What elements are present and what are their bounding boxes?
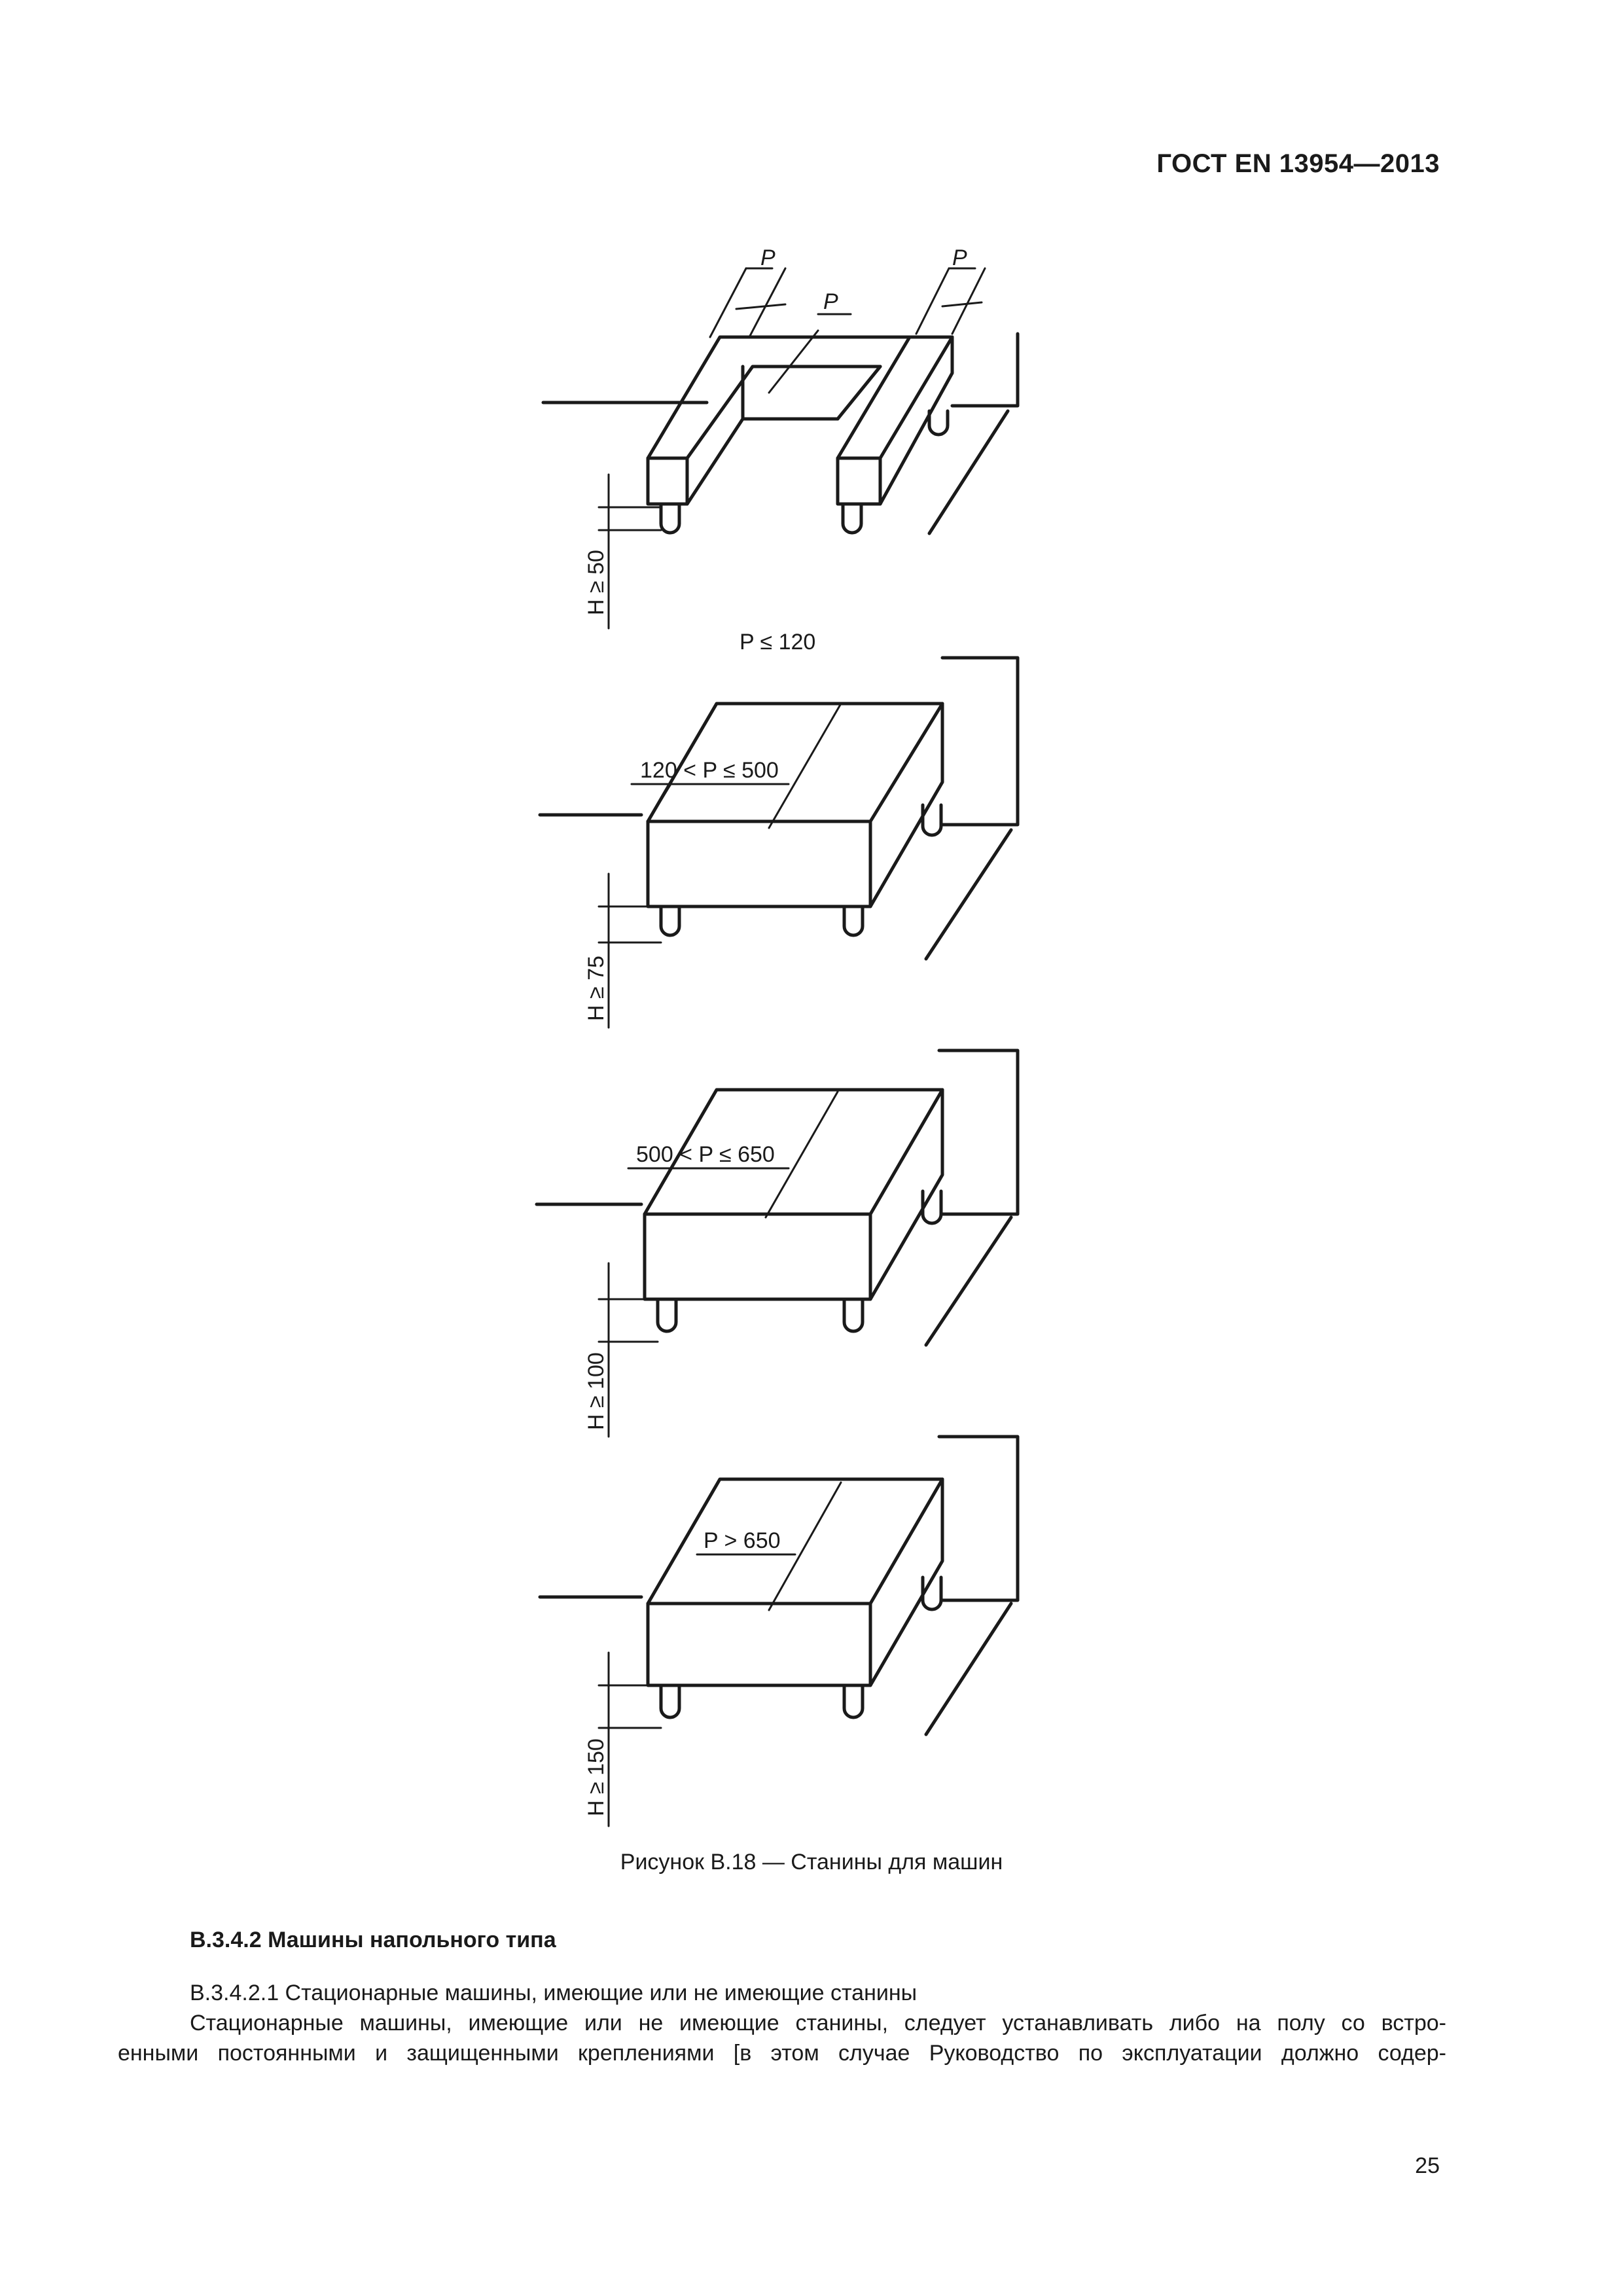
right-arm-front-face	[838, 458, 880, 504]
box-front-face	[648, 821, 870, 906]
leg	[844, 1685, 863, 1717]
panel-u-stand	[543, 334, 1018, 533]
label-h-50: H ≥ 50	[584, 550, 609, 615]
floor-diagonal	[926, 830, 1011, 959]
panel-1-dimensions	[599, 268, 985, 628]
label-p-middle: P	[823, 289, 838, 314]
leg	[844, 906, 863, 935]
inner-left-bottom	[687, 419, 838, 504]
label-h-100: H ≥ 100	[584, 1352, 609, 1430]
label-h-150: H ≥ 150	[584, 1738, 609, 1816]
left-arm-front-face	[648, 458, 687, 504]
floor-diagonal	[929, 411, 1008, 533]
leg	[661, 906, 679, 935]
right-arm-inner-top	[838, 337, 910, 458]
panel-box-2	[540, 658, 1018, 959]
panel-box-4	[540, 1437, 1018, 1734]
box-front-face	[645, 1214, 870, 1299]
wall-line	[952, 334, 1018, 406]
paragraph-3: енными постоянными и защищенными креплениями [в этом случае Руководство по эксплуатации должно содер-	[118, 2041, 1446, 2066]
figure-caption: Рисунок В.18 — Станины для машин	[620, 1850, 1003, 1874]
inner-right-bottom	[838, 367, 880, 419]
label-h-75: H ≥ 75	[584, 956, 609, 1021]
paragraph-1: В.3.4.2.1 Стационарные машины, имеющие или не имеющие станины	[190, 1981, 918, 2005]
floor-diagonal	[926, 1217, 1011, 1345]
box-top-and-side	[648, 1479, 942, 1685]
label-p-gt-650: P > 650	[704, 1528, 781, 1553]
label-p-120-500: 120 < P ≤ 500	[640, 758, 779, 783]
panel-2-dimensions	[599, 704, 841, 1028]
wall-line	[939, 1437, 1018, 1600]
leg	[661, 504, 679, 533]
box-top-and-side	[648, 704, 942, 906]
figure-labels	[584, 245, 967, 1816]
leg	[843, 504, 861, 533]
page-number: 25	[1415, 2153, 1440, 2178]
inner-left-edge	[687, 367, 880, 458]
stand-top-back-edge	[648, 337, 952, 458]
leg	[658, 1299, 676, 1331]
floor-diagonal	[926, 1604, 1011, 1734]
box-top-and-side	[645, 1090, 942, 1299]
section-heading: В.3.4.2 Машины напольного типа	[190, 1928, 556, 1952]
label-p-500-650: 500 < P ≤ 650	[636, 1142, 775, 1167]
document-header: ГОСТ EN 13954—2013	[1156, 149, 1440, 178]
leg	[929, 411, 948, 435]
box-top-right-edge	[870, 1479, 942, 1604]
stand-right-side	[880, 337, 952, 504]
paragraph-2: Стационарные машины, имеющие или не имеющие станины, следует устанавливать либо на полу со встро-	[190, 2011, 1446, 2036]
label-p-left: P	[760, 245, 776, 270]
box-front-face	[648, 1604, 870, 1685]
wall-line	[942, 658, 1018, 825]
label-p-right: P	[952, 245, 967, 270]
label-p-le-120: P ≤ 120	[740, 630, 816, 655]
leg	[661, 1685, 679, 1717]
leg	[844, 1299, 863, 1331]
wall-line	[939, 1050, 1018, 1214]
